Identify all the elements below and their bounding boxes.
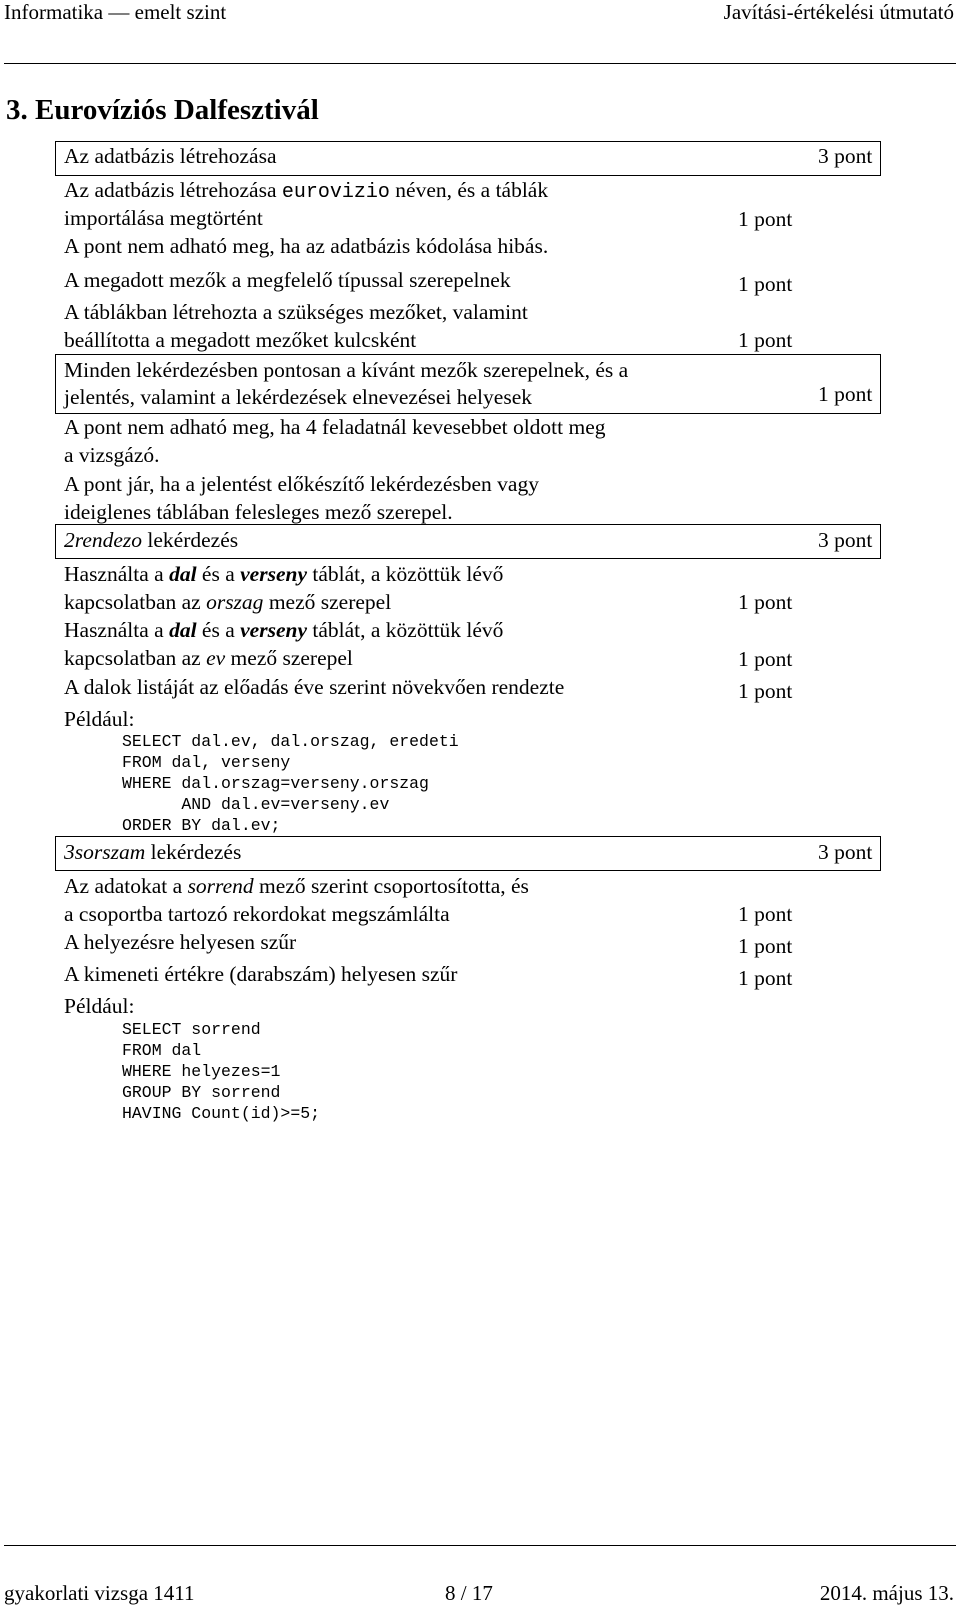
part2-box-line1: Minden lekérdezésben pontosan a kívánt mezők szerepelnek, és a	[64, 358, 629, 382]
part3-title-points: 3 pont	[818, 528, 873, 552]
part3-item2-points: 1 pont	[738, 647, 793, 671]
part3-item1-points: 1 pont	[738, 590, 793, 614]
part3-sql-line: SELECT dal.ev, dal.orszag, eredeti	[122, 732, 459, 751]
part3-item1-line2: kapcsolatban az orszag mező szerepel	[64, 590, 392, 614]
part3-item1-line1: Használta a dal és a verseny táblát, a közöttük lévő	[64, 562, 504, 586]
part1-item1-line2: importálása megtörtént	[64, 206, 263, 230]
part2-note2-line2: ideiglenes táblában felesleges mező szerepel.	[64, 500, 453, 524]
header-rule	[4, 63, 956, 64]
part1-item3-line1: A táblákban létrehozta a szükséges mezőket, valamint	[64, 300, 528, 324]
part3-sql-line: AND dal.ev=verseny.ev	[122, 795, 390, 814]
part4-item1-line1: Az adatokat a sorrend mező szerint csoportosította, és	[64, 874, 529, 898]
part4-title: 3sorszam lekérdezés	[64, 840, 242, 864]
part2-box-line2: jelentés, valamint a lekérdezések elnevezései helyesek	[64, 385, 532, 409]
part3-item3-points: 1 pont	[738, 679, 793, 703]
footer-rule	[4, 1545, 956, 1546]
part4-sql-line: GROUP BY sorrend	[122, 1083, 281, 1102]
part4-sql-line: HAVING Count(id)>=5;	[122, 1104, 321, 1123]
part1-title-points: 3 pont	[818, 144, 873, 168]
part4-item1-line2: a csoportba tartozó rekordokat megszámlálta	[64, 902, 450, 926]
part3-sql-line: ORDER BY dal.ev;	[122, 816, 281, 835]
part1-item3-points: 1 pont	[738, 328, 793, 352]
part4-sql-line: SELECT sorrend	[122, 1020, 261, 1039]
part1-item3-line2: beállította a megadott mezőket kulcsként	[64, 328, 417, 352]
part4-sql-line: FROM dal	[122, 1041, 202, 1060]
part4-item1-points: 1 pont	[738, 902, 793, 926]
part4-sql-line: WHERE helyezes=1	[122, 1062, 281, 1081]
part1-item1-line1: Az adatbázis létrehozása eurovizio néven, és a táblák	[64, 178, 549, 204]
header-right: Javítási-értékelési útmutató	[723, 0, 954, 24]
part2-box-points: 1 pont	[818, 382, 873, 406]
part4-item2: A helyezésre helyesen szűr	[64, 930, 297, 954]
part3-item3: A dalok listáját az előadás éve szerint növekvően rendezte	[64, 675, 565, 699]
part3-item2-line2: kapcsolatban az ev mező szerepel	[64, 646, 353, 670]
part2-note1-line1: A pont nem adható meg, ha 4 feladatnál kevesebbet oldott meg	[64, 415, 606, 439]
part1-item1-points: 1 pont	[738, 207, 793, 231]
footer-left: gyakorlati vizsga 1411	[4, 1581, 195, 1605]
db-name-code: eurovizio	[281, 181, 390, 204]
part2-note2-line1: A pont jár, ha a jelentést előkészítő lekérdezésben vagy	[64, 472, 539, 496]
part3-sql-line: WHERE dal.orszag=verseny.orszag	[122, 774, 429, 793]
part4-item3-points: 1 pont	[738, 966, 793, 990]
part2-note1-line2: a vizsgázó.	[64, 443, 160, 467]
section-title: 3. Eurovíziós Dalfesztivál	[6, 94, 319, 126]
part4-item3: A kimeneti értékre (darabszám) helyesen szűr	[64, 962, 458, 986]
part1-item1-note: A pont nem adható meg, ha az adatbázis kódolása hibás.	[64, 234, 549, 258]
part4-item2-points: 1 pont	[738, 934, 793, 958]
header-left: Informatika — emelt szint	[4, 0, 227, 24]
part4-title-points: 3 pont	[818, 840, 873, 864]
footer-page-number: 8 / 17	[445, 1581, 493, 1605]
footer-right: 2014. május 13.	[819, 1581, 954, 1605]
part3-sql-line: FROM dal, verseny	[122, 753, 291, 772]
part1-item2: A megadott mezők a megfelelő típussal szerepelnek	[64, 268, 511, 292]
part4-example-label: Például:	[64, 994, 135, 1018]
part1-item2-points: 1 pont	[738, 272, 793, 296]
part3-title: 2rendezo lekérdezés	[64, 528, 239, 552]
part3-example-label: Például:	[64, 707, 135, 731]
part3-item2-line1: Használta a dal és a verseny táblát, a közöttük lévő	[64, 618, 504, 642]
part1-title: Az adatbázis létrehozása	[64, 144, 277, 168]
